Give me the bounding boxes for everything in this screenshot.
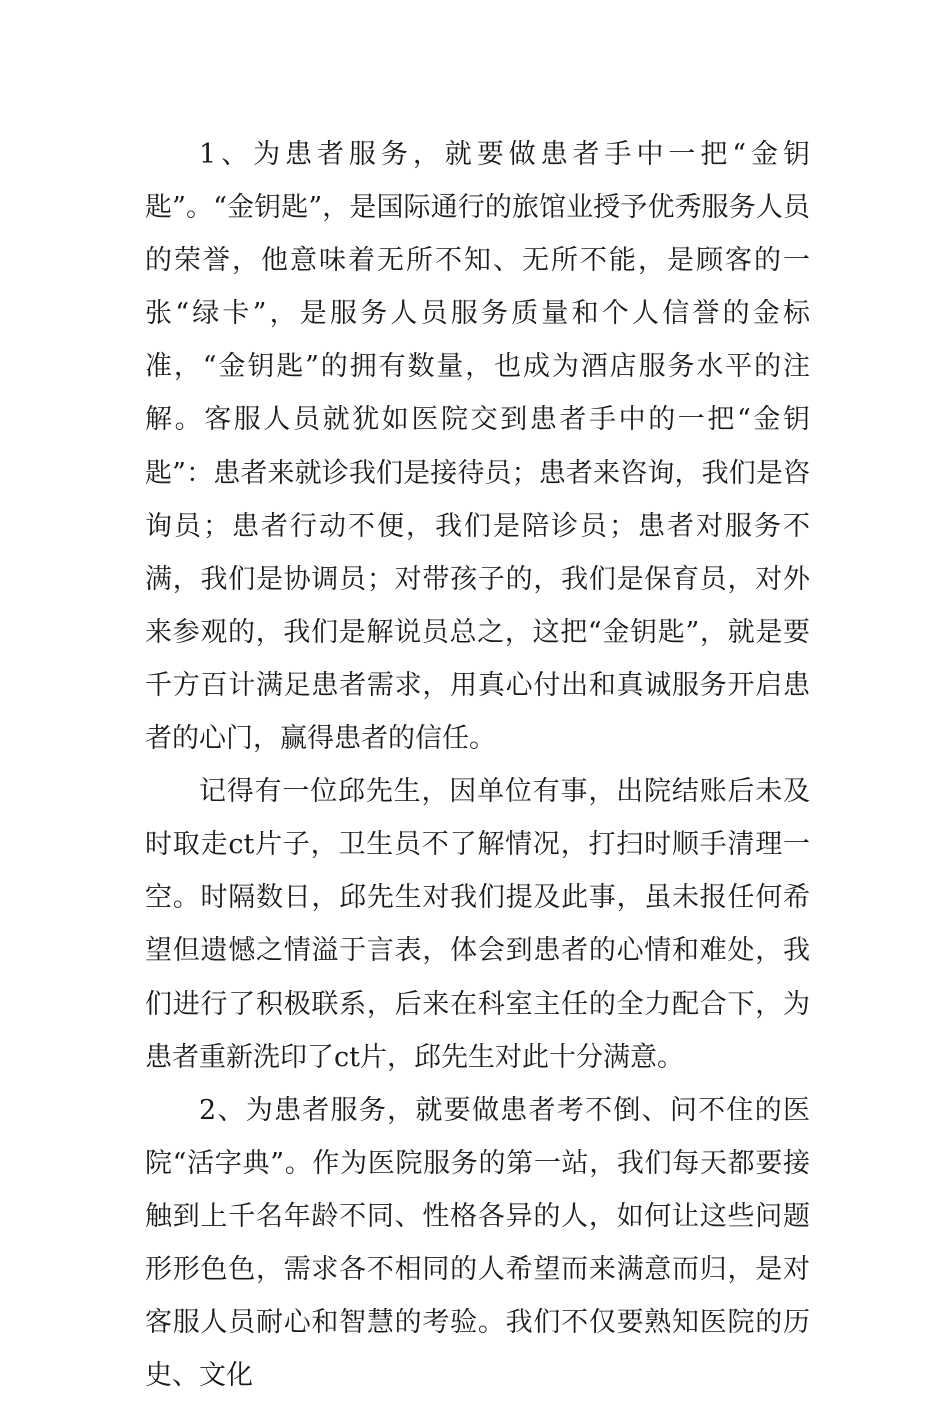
paragraph-golden-key: 1、为患者服务，就要做患者手中一把“金钥匙”。“金钥匙”，是国际通行的旅馆业授予优秀服务人员的荣誉，他意味着无所不知、无所不能，是顾客的一张“绿卡”，是服务人员服务质量和个人信誉的金标准，“金钥匙”的拥有数量，也成为酒店服务水平的注解。客服人员就犹如医院交到患者手中的一把“金钥匙”：患者来就诊我们是接待员；患者来咨询，我们是咨询员；患者行动不便，我们是陪诊员；患者对服务不满，我们是协调员；对带孩子的，我们是保育员，对外来参观的，我们是解说员总之，这把“金钥匙”，就是要千方百计满足患者需求，用真心付出和真诚服务开启患者的心门，赢得患者的信任。 <box>145 139 810 755</box>
paragraph-ct-film-story: 记得有一位邱先生，因单位有事，出院结账后未及时取走ct片子，卫生员不了解情况，打扫时顺手清理一空。时隔数日，邱先生对我们提及此事，虽未报任何希望但遗憾之情溢于言表，体会到患者的心情和难处，我们进行了积极联系，后来在科室主任的全力配合下，为患者重新洗印了ct片，邱先生对此十分满意。 <box>145 776 810 1073</box>
paragraph-living-dictionary: 2、为患者服务，就要做患者考不倒、问不住的医院“活字典”。作为医院服务的第一站，我们每天都要接触到上千名年龄不同、性格各异的人，如何让这些问题形形色色，需求各不相同的人希望而来满意而归，是对客服人员耐心和智慧的考验。我们不仅要熟知医院的历史、文化 <box>145 1094 810 1392</box>
body-text <box>145 128 810 1402</box>
